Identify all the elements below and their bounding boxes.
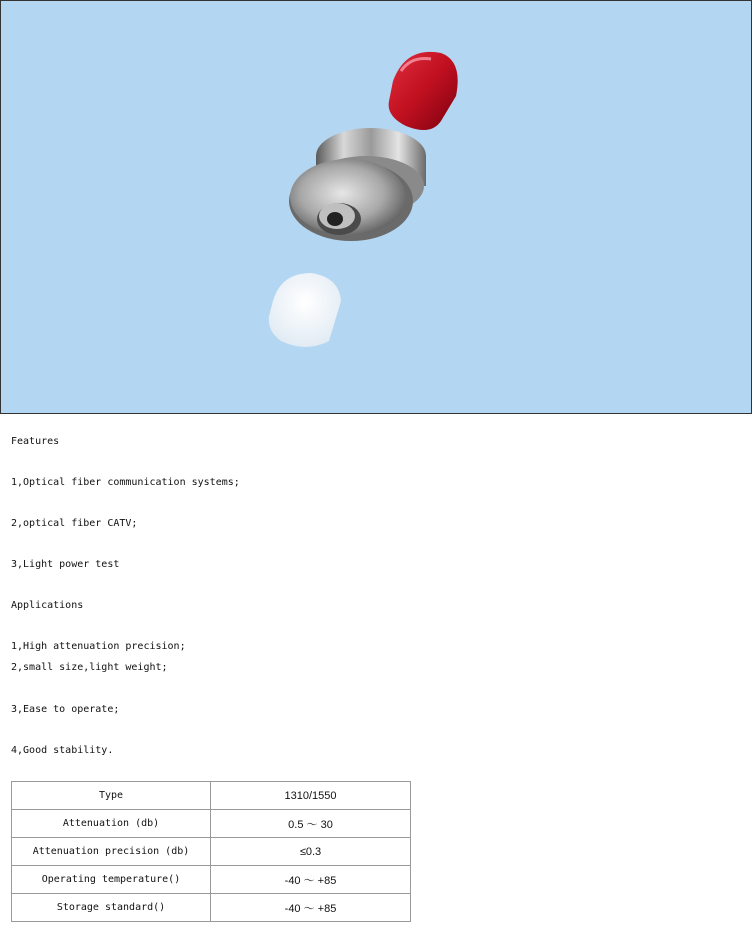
application-item-4: 4,Good stability. xyxy=(11,745,114,756)
spec-label: Attenuation precision (db) xyxy=(12,838,211,866)
application-item-3: 3,Ease to operate; xyxy=(11,704,120,715)
spec-value: -40 ～ +85 xyxy=(211,894,411,922)
table-row xyxy=(12,894,411,922)
feature-item-2: 2,optical fiber CATV; xyxy=(11,518,138,529)
application-item-1: 1,High attenuation precision; xyxy=(11,641,186,652)
spec-label: Type xyxy=(12,782,211,810)
spec-value: 0.5 ～ 30 xyxy=(211,810,411,838)
fiber-attenuator-photo-icon xyxy=(1,1,751,413)
spec-value: 1310/1550 xyxy=(211,782,411,810)
application-item-2: 2,small size,light weight; xyxy=(11,662,168,673)
spec-value: ≤0.3 xyxy=(211,838,411,866)
table-row xyxy=(12,838,411,866)
applications-heading: Applications xyxy=(11,600,84,611)
table-row xyxy=(12,810,411,838)
feature-item-3: 3,Light power test xyxy=(11,559,120,570)
features-heading: Features xyxy=(11,436,60,447)
connector-body-icon xyxy=(289,128,426,241)
spec-table xyxy=(11,781,411,922)
spec-label: Storage standard() xyxy=(12,894,211,922)
table-row xyxy=(12,866,411,894)
red-dust-cap-icon xyxy=(389,52,458,130)
white-dust-cap-icon xyxy=(269,273,341,347)
spec-value: -40 ～ +85 xyxy=(211,866,411,894)
spec-label: Attenuation (db) xyxy=(12,810,211,838)
feature-item-1: 1,Optical fiber communication systems; xyxy=(11,477,240,488)
product-photo xyxy=(0,0,752,414)
table-row xyxy=(12,782,411,810)
spec-label: Operating temperature() xyxy=(12,866,211,894)
